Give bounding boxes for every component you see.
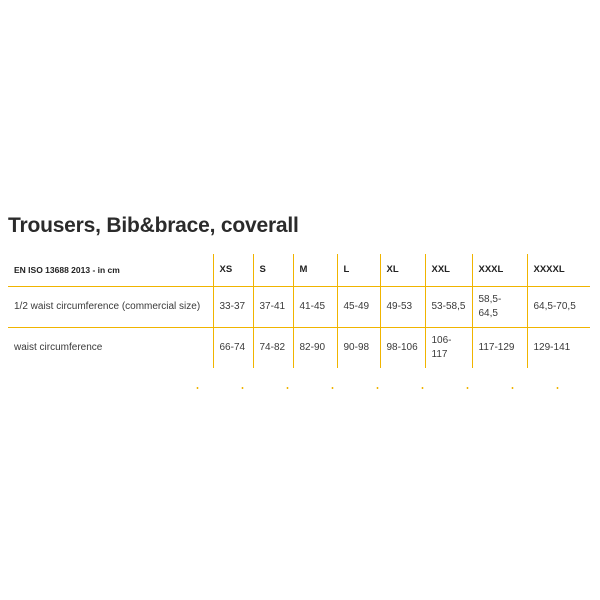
table-cell: 66-74 — [213, 328, 253, 369]
table-cell: 98-106 — [380, 328, 425, 369]
size-header: XS — [213, 254, 253, 287]
table-cell: 74-82 — [253, 328, 293, 369]
table-cell: 41-45 — [293, 287, 337, 328]
table-cell: 33-37 — [213, 287, 253, 328]
header-standard-label: EN ISO 13688 2013 - in cm — [14, 265, 120, 275]
table-row — [8, 328, 590, 369]
table-cell: 106-117 — [425, 328, 472, 369]
page-title: Trousers, Bib&brace, coverall — [8, 214, 299, 237]
size-header: XL — [380, 254, 425, 287]
row-label: waist circumference — [14, 342, 103, 353]
table-cell: 90-98 — [337, 328, 380, 369]
size-header: L — [337, 254, 380, 287]
table-header-row — [8, 254, 590, 287]
table-cell: 53-58,5 — [425, 287, 472, 328]
table-cell: 64,5-70,5 — [527, 287, 590, 328]
row-label: 1/2 waist circumference (commercial size) — [8, 287, 213, 328]
table-cell: 45-49 — [337, 287, 380, 328]
size-header: XXXXL — [527, 254, 590, 287]
table-cell: 49-53 — [380, 287, 425, 328]
size-header: M — [293, 254, 337, 287]
table-cell: 37-41 — [253, 287, 293, 328]
table-cell: 58,5-64,5 — [472, 287, 527, 328]
table-cell: 117-129 — [472, 328, 527, 369]
size-header: XXXL — [472, 254, 527, 287]
size-header: S — [253, 254, 293, 287]
table-cell: 129-141 — [527, 328, 590, 369]
size-header: XXL — [425, 254, 472, 287]
dotted-divider — [175, 387, 595, 389]
size-table — [8, 254, 590, 368]
table-cell: 82-90 — [293, 328, 337, 369]
table-row — [8, 287, 590, 328]
